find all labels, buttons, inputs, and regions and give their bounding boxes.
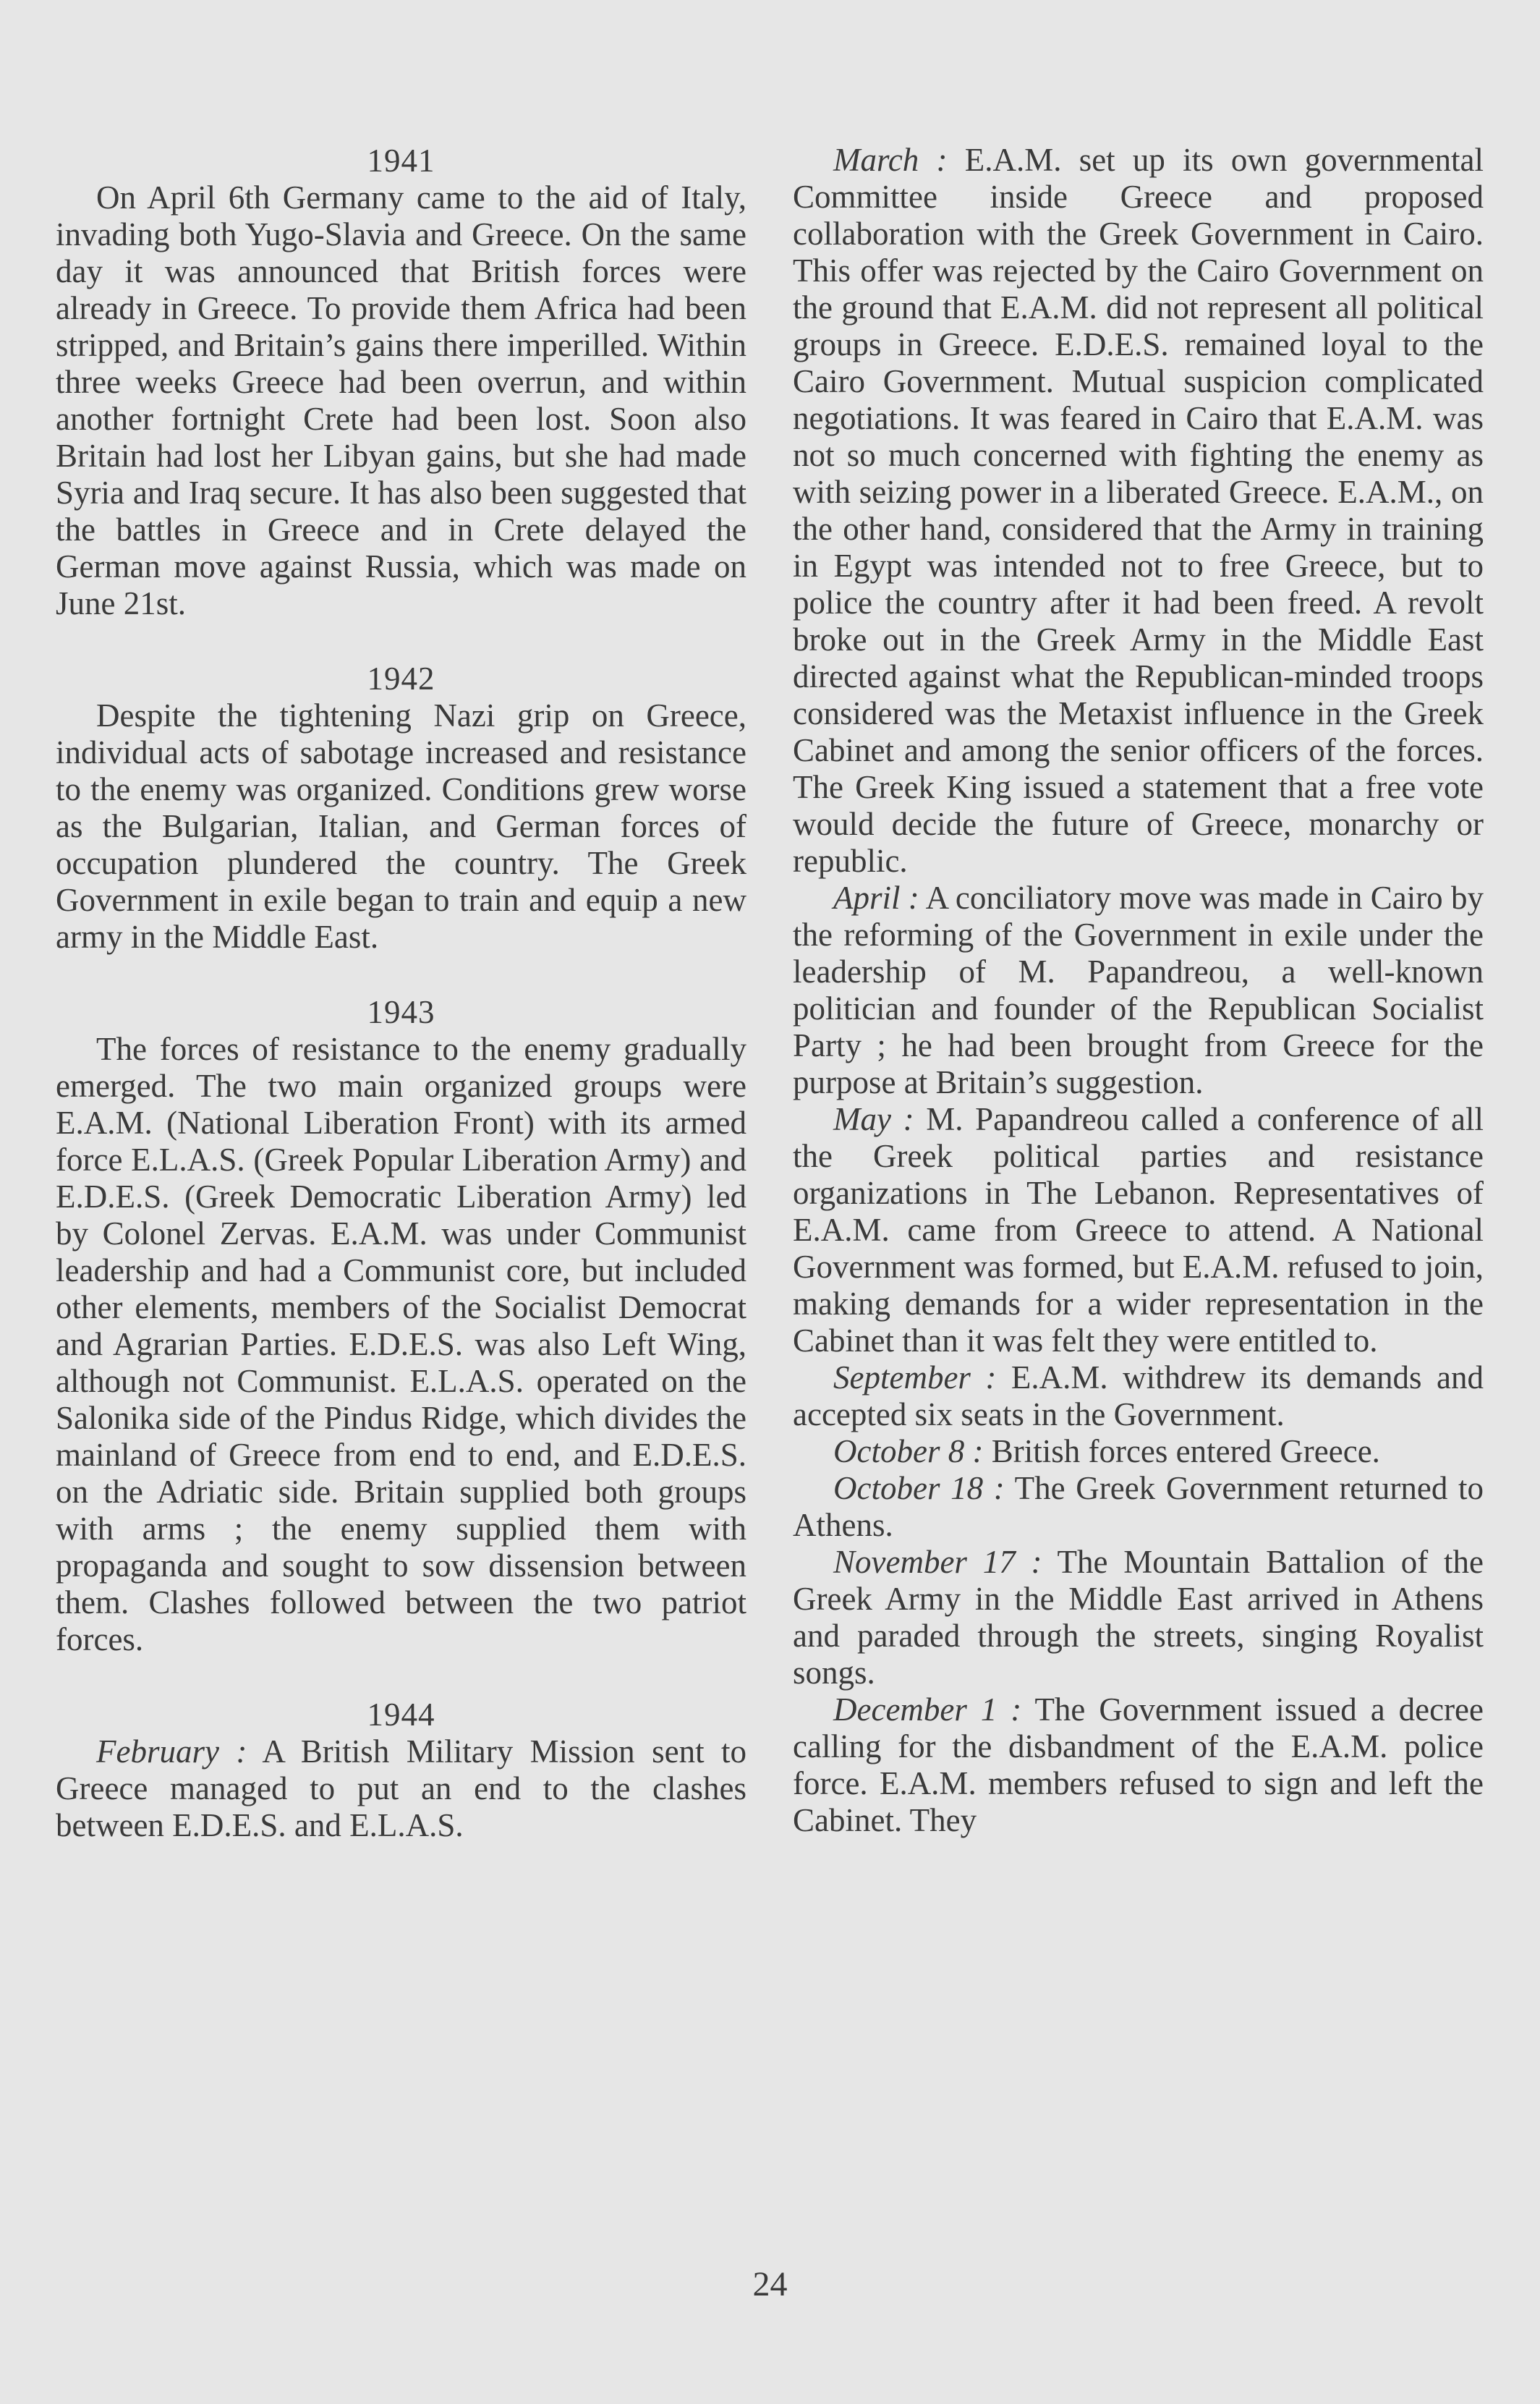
entry-march [793, 142, 1484, 880]
entry-date: May : [833, 1101, 914, 1137]
paragraph-1944-february [56, 1733, 746, 1844]
year-heading-1944: 1944 [367, 1696, 435, 1733]
entry-date: December 1 : [833, 1691, 1022, 1728]
entry-text: A conciliatory move was made in Cairo by the reforming of the Government in exile under the leadership of M. Papandreou, a well-known politician and founder of the Republican Socialist Party ; he had been brought from Greece for the purpose at Britain’s suggestion. [793, 880, 1484, 1100]
entry-date: March : [833, 142, 948, 178]
year-heading-1943: 1943 [367, 994, 435, 1030]
right-column [793, 142, 1484, 1839]
entry-text: A British Military Mission sent to Greece managed to put an end to the clashes between E.D.E.S. and E.L.A.S. [56, 1733, 746, 1843]
entry-september [793, 1359, 1484, 1433]
year-heading-1941: 1941 [367, 143, 435, 179]
entry-text: The Greek Government returned to Athens. [793, 1470, 1484, 1543]
year-heading-1942: 1942 [367, 661, 435, 697]
entry-october-18 [793, 1470, 1484, 1544]
entry-text: British forces entered Greece. [991, 1433, 1380, 1469]
paragraph-1941: On April 6th Germany came to the aid of Italy, invading both Yugo-Slavia and Greece. On the same day it was announced that British forces were already in Greece. To provide them Africa had been stripped, and Britain’s gains there imperilled. Within three weeks Greece had been overrun, and within another fortnight Crete had been lost. Soon also Britain had lost her Libyan gains, but she had made Syria and Iraq secure. It has also been suggested that the battles in Greece and in Crete delayed the German move against Russia, which was made on June 21st. [56, 179, 746, 621]
entry-text: The Government issued a decree calling for the disbandment of the E.A.M. police force. E.A.M. members refused to sign and left the Cabinet. They [793, 1691, 1484, 1838]
entry-december-1 [793, 1691, 1484, 1839]
entry-date: April : [833, 880, 919, 916]
entry-text: E.A.M. withdrew its demands and accepted six seats in the Government. [793, 1359, 1484, 1432]
entry-date: September : [833, 1359, 997, 1396]
entry-date: February : [96, 1733, 247, 1770]
entry-text: The Mountain Battalion of the Greek Army in the Middle East arrived in Athens and paraded through the streets, singing Royalist songs. [793, 1544, 1484, 1691]
entry-date: October 18 : [833, 1470, 1005, 1506]
paragraph-1943: The forces of resistance to the enemy gradually emerged. The two main organized groups were E.A.M. (National Liberation Front) with its armed force E.L.A.S. (Greek Popular Liberation Army) and E.D.E.S. (Greek Democratic Liberation Army) led by Colonel Zervas. E.A.M. was under Communist leadership and had a Communist core, but included other elements, members of the Socialist Democrat and Agrarian Parties. E.D.E.S. was also Left Wing, although not Communist. E.L.A.S. operated on the Salonika side of the Pindus Ridge, which divides the mainland of Greece from end to end, and E.D.E.S. on the Adriatic side. Britain supplied both groups with arms ; the enemy supplied them with propaganda and sought to sow dissension between them. Clashes followed between the two patriot forces. [56, 1031, 746, 1657]
entry-may [793, 1101, 1484, 1359]
entry-april [793, 880, 1484, 1101]
entry-text: M. Papandreou called a conference of all the Greek political parties and resistance organizations in The Lebanon. Representatives of E.A.M. came from Greece to attend. A National Government was formed, but E.A.M. refused to join, making demands for a wider representation in the Cabinet than it was felt they were entitled to. [793, 1101, 1484, 1359]
entry-october-8 [793, 1433, 1484, 1470]
entry-november-17 [793, 1544, 1484, 1691]
entry-date: November 17 : [833, 1544, 1042, 1580]
entry-text: E.A.M. set up its own governmental Committee inside Greece and proposed collaboration with the Greek Government in Cairo. This offer was rejected by the Cairo Government on the ground that E.A.M. did not represent all political groups in Greece. E.D.E.S. remained loyal to the Cairo Government. Mutual suspicion complicated negotiations. It was feared in Cairo that E.A.M. was not so much concerned with fighting the enemy as with seizing power in a liberated Greece. E.A.M., on the other hand, considered that the Army in training in Egypt was intended not to free Greece, but to police the country after it had been freed. A revolt broke out in the Greek Army in the Middle East directed against what the Republican-minded troops considered was the Metaxist influence in the Greek Cabinet and among the senior officers of the forces. The Greek King issued a statement that a free vote would decide the future of Greece, monarchy or republic. [793, 142, 1484, 879]
paragraph-1942: Despite the tightening Nazi grip on Greece, individual acts of sabotage increased and resistance to the enemy was organized. Conditions grew worse as the Bulgarian, Italian, and German forces of occupation plundered the country. The Greek Government in exile began to train and equip a new army in the Middle East. [56, 697, 746, 955]
page-number: 24 [752, 2265, 788, 2303]
left-column [56, 142, 746, 1844]
entry-date: October 8 : [833, 1433, 984, 1469]
